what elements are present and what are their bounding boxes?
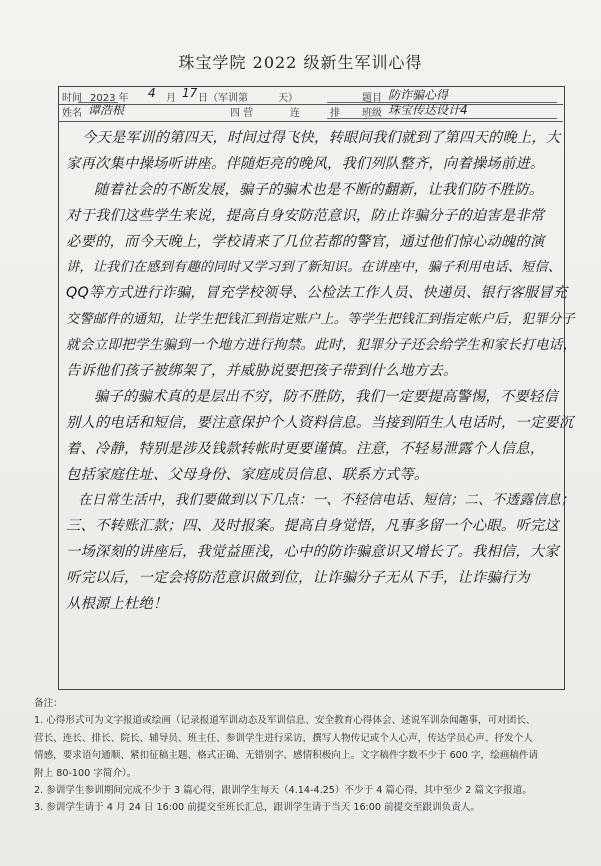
day-end: 天） (278, 93, 298, 104)
time-month: 4 (148, 86, 156, 100)
essay-line: 别人的电话和短信，要注意保护个人资料信息。当接到陌生人电话时，一定要沉 (66, 414, 574, 431)
topic-label: 题目 (362, 93, 382, 104)
notes-section (34, 695, 574, 817)
header-row-2 (58, 103, 563, 119)
page-title: 珠宝学院 2022 级新生军训心得 (178, 53, 423, 72)
class-value: 珠宝传达设计4 (388, 103, 468, 117)
essay-line: 在日常生活中，我们要做到以下几点：一、不轻信电话、短信；二、不透露信息； (78, 492, 575, 509)
essay-line: 包括家庭住址、父母身份、家庭成员信息、联系方式等。 (66, 466, 429, 483)
notes-line: 附上 80-100 字简介）。 (34, 767, 137, 779)
essay-line: 听完以后，一定会将防范意识做到位，让诈骗分子无从下手，让诈骗行为 (66, 570, 530, 587)
day-label: 日（军训第 (198, 93, 248, 104)
essay-line: 一场深刻的讲座后，我觉益匪浅，心中的防诈骗意识又增长了。我相信，大家 (66, 544, 559, 561)
essay-line: 告诉他们孩子被绑架了，并威胁说要把孩子带到什么地方去。 (66, 363, 458, 380)
time-label: 时间 (62, 93, 82, 104)
notes-line: 2. 参训学生参训期间完成不少于 3 篇心得，跟训学生每天（4.14-4.25）不少于 4 篇心得，其中至少 2 篇文字报道。 (34, 785, 532, 797)
month-label: 月 (166, 93, 176, 104)
essay-line: 从根源上杜绝！ (66, 596, 168, 613)
name-label: 姓名 (62, 108, 82, 119)
notes-line: 1. 心得形式可为文字报道或绘画（记录报道军训动态及军训信息、安全教育心得体会、述说军训杂闻趣事，可对团长、 (34, 715, 536, 727)
notes-line: 3. 参训学生请于 4 月 24 日 16:00 前提交至班长汇总，跟训学生请于当天 16:00 前提交至跟训负责人。 (34, 802, 480, 814)
company-label: 连 (290, 108, 300, 119)
class-underline (327, 118, 557, 119)
platoon-label: 排 (330, 108, 340, 119)
squad-label: 四 营 (230, 108, 254, 119)
essay-line: 三、不转账汇款；四、及时报案。提高自身觉悟，凡事多留一个心眼。听完这 (66, 518, 559, 535)
essay-line: 着、冷静，特别是涉及钱款转帐时更要谨慎。注意，不轻易泄露个人信息， (66, 440, 545, 457)
essay-line: 就会立即把学生骗到一个地方进行拘禁。此时，犯罪分子还会给学生和家长打电话， (66, 337, 577, 354)
name-value: 谭浩根 (88, 103, 125, 117)
essay-line: 今天是军训的第四天，时间过得飞快，转眼间我们就到了第四天的晚上，大 (82, 130, 561, 146)
essay-line: 对于我们这些学生来说，提高自身安防范意识，防止诈骗分子的迫害是非常 (66, 207, 545, 224)
notes-heading: 备注： (34, 698, 63, 709)
header-bottom-divider (58, 121, 563, 122)
time-day: 17 (182, 86, 198, 100)
time-year: 2023 年 (90, 93, 129, 104)
essay-line: 必要的，而今天晚上，学校请来了几位若都的警官，通过他们惊心动魄的演 (66, 233, 545, 250)
notes-line: 情感，要求语句通顺、紧扣征稿主题、格式正确、无错别字、感情积极向上。文字稿件字数不少于 600 字，绘画稿件请 (34, 750, 539, 762)
notes-line: 营长、连长、排长、院长、辅导员、班主任、参训学生进行采访，撰写人物传记或个人心声，传达学员心声、抒发个人 (34, 732, 533, 744)
essay-line: 交警邮件的通知，让学生把钱汇到指定账户上。等学生把钱汇到指定帐户后，犯罪分子 (66, 312, 575, 328)
class-label: 班级 (362, 108, 382, 119)
essay-line: QQ等方式进行诈骗，冒充学校领导、公检法工作人员、快递员、银行客服冒充 (66, 285, 568, 302)
essay-body (66, 126, 577, 618)
essay-line: 家再次集中操场听讲座。伴随炬亮的晚风，我们列队整齐，向着操场前进。 (66, 155, 545, 172)
essay-line: 随着社会的不断发展，骗子的骗术也是不断的翻新，让我们防不胜防。 (94, 181, 544, 198)
essay-line: 讲，让我们在感到有趣的同时又学习到了新知识。在讲座中，骗子利用电话、短信、 (66, 260, 562, 276)
essay-line: 骗子的骗术真的是层出不穷，防不胜防，我们一定要提高警惕，不要轻信 (94, 388, 558, 405)
topic-value: 防诈骗心得 (388, 88, 449, 102)
